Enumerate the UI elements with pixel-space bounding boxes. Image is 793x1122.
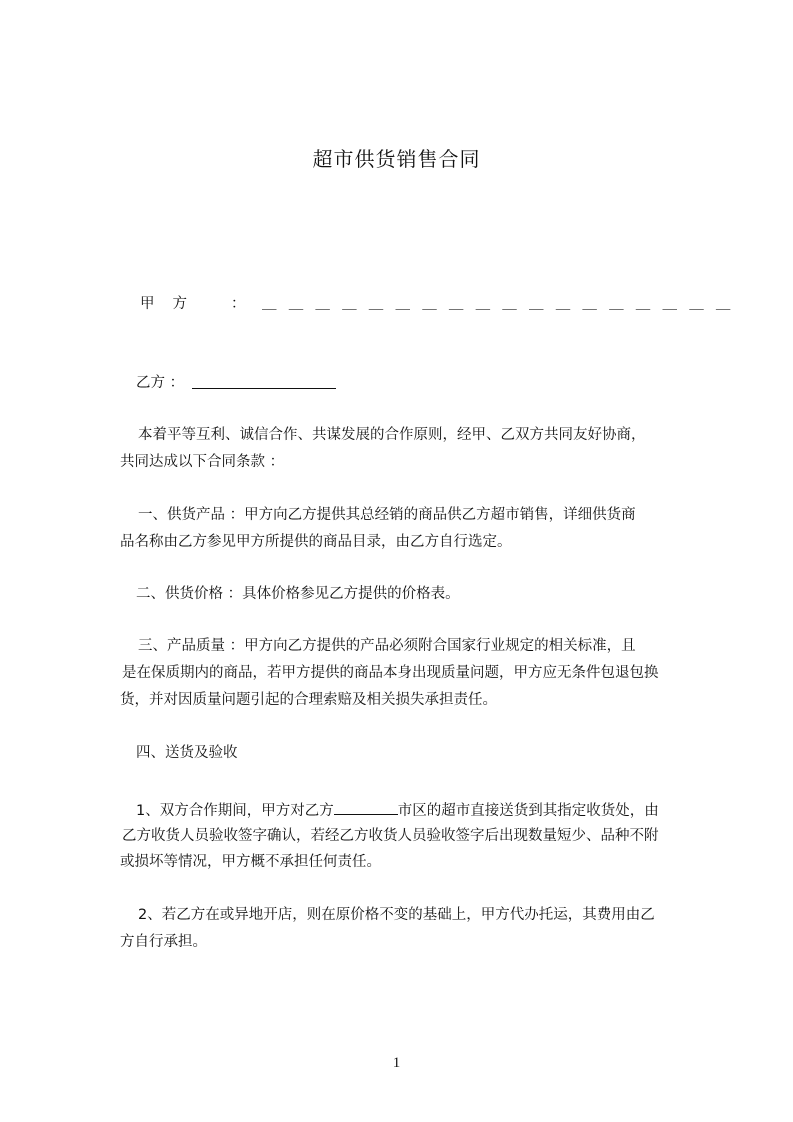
party-b-blank (192, 388, 336, 389)
clause-3-line-1: 三、产品质量 ：甲方向乙方提供的产品必须附合国家行业规定的相关标准，且 (138, 638, 636, 654)
clause-1-line-2: 品名称由乙方参见甲方所提供的商品目录，由乙方自行选定。 (120, 534, 512, 550)
party-a-label: 甲方 (140, 296, 205, 312)
clause-4-item-2-line-2: 方自行承担。 (120, 934, 207, 950)
page-number: 1 (392, 1055, 401, 1071)
clause-1-line-1: 一、供货产品 ：甲方向乙方提供其总经销的商品供乙方超市销售，详细供货商 (138, 507, 636, 523)
party-a-blank: ＿＿＿＿＿＿＿＿＿＿＿＿＿＿＿＿＿＿ (262, 296, 743, 312)
clause-2-line-1: 二、供货价格 ：具体价格参见乙方提供的价格表。 (136, 586, 460, 602)
intro-line-1: 本着平等互利、诚信合作、共谋发展的合作原则，经甲、乙双方共同友好协商， (138, 427, 646, 443)
clause-4-heading: 四、送货及验收 (136, 745, 238, 761)
clause-4-item-1-text-a: 1、双方合作期间，甲方对乙方 (136, 803, 334, 819)
document-title: 超市供货销售合同 (312, 147, 481, 171)
clause-4-item-1-line-1 (136, 800, 659, 820)
intro-line-2: 共同达成以下合同条款 ： (120, 454, 285, 470)
clause-3-line-2: 是在保质期内的商品，若甲方提供的商品本身出现质量问题，甲方应无条件包退包换 (122, 665, 659, 681)
party-b-label: 乙方 ： (136, 375, 185, 391)
clause-4-item-1-text-b: 市区的超市直接送货到其指定收货处，由 (397, 803, 659, 819)
clause-4-item-1-line-3: 或损坏等情况，甲方概不承担任何责任。 (120, 854, 381, 870)
clause-4-item-1-line-2: 乙方收货人员验收签字确认，若经乙方收货人员验收签字后出现数量短少、品种不附 (122, 828, 659, 844)
clause-3-line-3: 货，并对因质量问题引起的合理索赔及相关损失承担责任。 (120, 692, 497, 708)
clause-4-item-2-line-1: 2、若乙方在或异地开店，则在原价格不变的基础上，甲方代办托运，其费用由乙 (138, 907, 655, 923)
party-a-colon: ： (231, 296, 246, 312)
city-blank (334, 800, 398, 815)
